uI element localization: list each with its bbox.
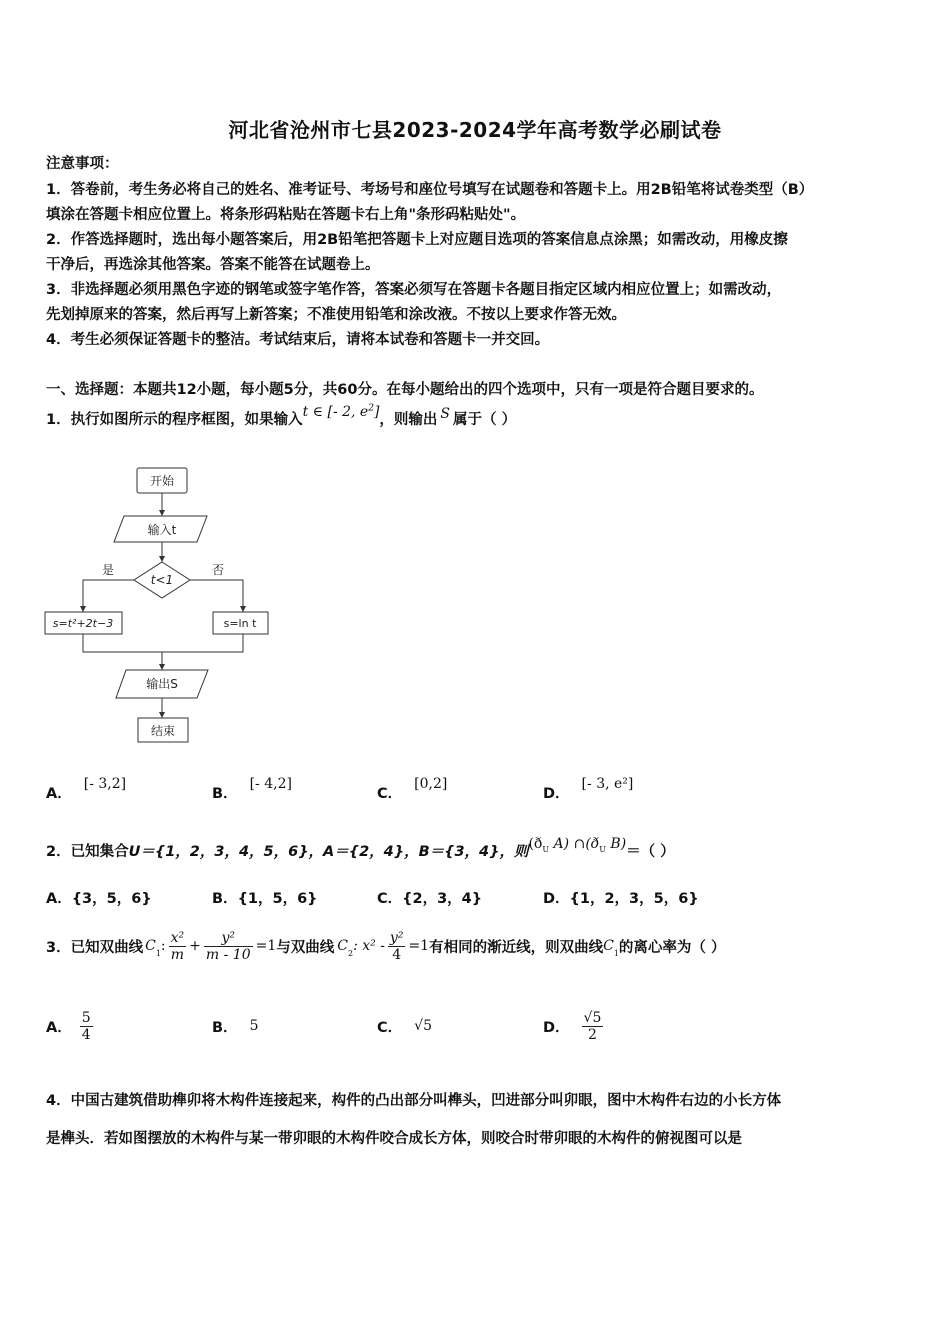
q3-option-c[interactable] bbox=[377, 1002, 432, 1050]
q1-option-a-label: A． bbox=[46, 786, 72, 802]
q3-option-d-frac bbox=[582, 1010, 604, 1043]
notice-line: 3．非选择题必须用黑色字迹的钢笔或签字笔作答，答案必须写在答题卡各题目指定区域内相应位置上；如需改动， bbox=[46, 282, 782, 298]
q2-option-b-value: {1，5，6} bbox=[237, 891, 318, 907]
flow-yes: 是 bbox=[101, 563, 115, 577]
q2-expression bbox=[528, 836, 626, 852]
q1-text-a: 1．执行如图所示的程序框图，如果输入 bbox=[46, 412, 303, 428]
q2-option-c-value: {2，3，4} bbox=[402, 891, 483, 907]
flow-no: 否 bbox=[211, 563, 225, 577]
q3-frac-2-num: y² bbox=[204, 930, 253, 947]
flow-cond: t<1 bbox=[150, 573, 174, 587]
q1-option-d-value: [- 3, e²] bbox=[581, 776, 634, 792]
q3-option-a-den: 4 bbox=[81, 1026, 91, 1043]
q1-option-a[interactable] bbox=[46, 772, 127, 802]
q2-expr-sub1: U bbox=[542, 844, 550, 854]
q1-interval-sup: 2 bbox=[368, 403, 374, 414]
q2-option-a[interactable] bbox=[46, 887, 152, 908]
flow-input: 输入t bbox=[147, 523, 177, 537]
q4-line-2: 是榫头．若如图摆放的木构件与某一带卯眼的木构件咬合成长方体，则咬合时带卯眼的木构件的俯视图可以是 bbox=[46, 1131, 742, 1147]
notice-line: 1．答卷前，考生务必将自己的姓名、准考证号、考场号和座位号填写在试题卷和答题卡上。用2B铅笔将试卷类型（B） bbox=[46, 182, 814, 198]
q3-option-d-label: D． bbox=[543, 1019, 570, 1036]
q3-option-a-num: 5 bbox=[81, 1009, 91, 1026]
q1-text-c: 属于（ ） bbox=[453, 412, 517, 428]
page-title: 河北省沧州市七县2023-2024学年高考数学必刷试卷 bbox=[228, 118, 722, 142]
q3-frac-2 bbox=[204, 930, 253, 963]
q2-expr-b: A) ∩(ð bbox=[549, 836, 600, 852]
q2-expr-c: B) bbox=[605, 836, 627, 852]
q3-option-b-label: B． bbox=[212, 1019, 238, 1036]
notice-line: 2．作答选择题时，选出每小题答案后，用2B铅笔把答题卡上对应题目选项的答案信息点涂黑；如需改动，用橡皮擦 bbox=[46, 232, 788, 248]
q3-c1-sub: 1 bbox=[155, 949, 161, 958]
question-3 bbox=[46, 920, 725, 972]
q2-option-d-value: {1，2，3，5，6} bbox=[569, 891, 699, 907]
q3-frac-3-num: y² bbox=[389, 929, 404, 946]
q3-option-b-value: 5 bbox=[249, 1018, 259, 1034]
q2-option-b-label: B． bbox=[212, 891, 238, 907]
q3-text-a: 3．已知双曲线 bbox=[46, 939, 144, 956]
q3-text-b: 与双曲线 bbox=[276, 939, 335, 956]
q3-eq1: =1 bbox=[255, 938, 277, 954]
q3-option-d-num: √5 bbox=[583, 1009, 602, 1026]
q2-expr-sub2: U bbox=[599, 844, 606, 854]
q2-text-a: 2．已知集合 bbox=[46, 844, 129, 860]
q3-option-a[interactable] bbox=[46, 1002, 93, 1050]
q1-option-d[interactable] bbox=[543, 772, 634, 802]
notice-line: 干净后，再选涂其他答案。答案不能答在试题卷上。 bbox=[46, 257, 380, 273]
q2-option-d-label: D． bbox=[543, 891, 570, 907]
notice-line: 先划掉原来的答案，然后再写上新答案；不准使用铅笔和涂改液。不按以上要求作答无效。 bbox=[46, 307, 626, 323]
q2-option-c[interactable] bbox=[377, 887, 482, 908]
q1-interval-close: ] bbox=[373, 404, 380, 420]
q1-var-s: S bbox=[440, 406, 451, 422]
q3-frac-2-den: m - 10 bbox=[205, 946, 251, 963]
q3-frac-3-den: 4 bbox=[392, 946, 402, 963]
q1-text-b: ，则输出 bbox=[379, 412, 438, 428]
q3-option-d-den: 2 bbox=[588, 1026, 597, 1043]
q3-c2: C bbox=[337, 938, 348, 954]
q3-c1: C bbox=[145, 938, 156, 954]
q3-c1b: C bbox=[603, 938, 614, 954]
q3-frac-3 bbox=[388, 930, 406, 963]
q1-option-a-value: [- 3,2] bbox=[83, 776, 127, 792]
flow-end: 结束 bbox=[150, 724, 176, 738]
q1-option-d-label: D． bbox=[543, 786, 570, 802]
q3-colon: : bbox=[160, 938, 166, 954]
q3-colon2: : x² - bbox=[353, 938, 385, 954]
q4-line-1: 4．中国古建筑借助榫卯将木构件连接起来，构件的凸出部分叫榫头，凹进部分叫卯眼，图中木构件右边的小长方体 bbox=[46, 1093, 782, 1109]
flow-right-text: s=ln t bbox=[223, 617, 257, 630]
q1-interval-expr: t ∈ [- 2, e bbox=[302, 404, 369, 420]
q3-option-a-label: A． bbox=[46, 1019, 72, 1036]
question-1 bbox=[46, 403, 517, 429]
q2-option-c-label: C． bbox=[377, 891, 403, 907]
notice-line: 4．考生必须保证答题卡的整洁。考试结束后，请将本试卷和答题卡一并交回。 bbox=[46, 332, 550, 348]
q2-option-a-value: {3，5，6} bbox=[71, 891, 152, 907]
q1-interval bbox=[303, 404, 380, 420]
q1-option-b-label: B． bbox=[212, 786, 238, 802]
q2-option-a-label: A． bbox=[46, 891, 72, 907]
flowchart bbox=[40, 462, 280, 752]
flow-left-text: s=t²+2t−3 bbox=[52, 617, 114, 630]
q2-expr-a: (ð bbox=[528, 836, 543, 852]
q1-option-b[interactable] bbox=[212, 772, 292, 802]
q3-frac-1-den: m bbox=[170, 946, 185, 963]
q3-eq2: =1 bbox=[408, 938, 430, 954]
flow-start: 开始 bbox=[149, 474, 175, 488]
q2-sets: U＝{1，2，3，4，5，6}，A＝{2，4}，B＝{3，4}，则 bbox=[128, 844, 529, 860]
q2-text-b: ＝（ ） bbox=[626, 844, 675, 860]
notice-line: 填涂在答题卡相应位置上。将条形码粘贴在答题卡右上角"条形码粘贴处"。 bbox=[46, 207, 526, 223]
q3-c1b-sub: 1 bbox=[613, 949, 619, 958]
q3-frac-1 bbox=[169, 930, 187, 963]
q3-option-c-label: C． bbox=[377, 1019, 403, 1036]
q2-option-b[interactable] bbox=[212, 887, 317, 908]
q3-text-c: 有相同的渐近线，则双曲线 bbox=[429, 939, 604, 956]
flow-output: 输出S bbox=[146, 677, 178, 691]
q1-option-b-value: [- 4,2] bbox=[249, 776, 292, 792]
question-2 bbox=[46, 836, 675, 862]
q3-text-d: 的离心率为（ ） bbox=[618, 939, 726, 956]
q1-option-c-label: C． bbox=[377, 786, 403, 802]
notice-heading: 注意事项： bbox=[46, 156, 119, 172]
q3-option-b[interactable] bbox=[212, 1002, 258, 1050]
q3-frac-1-num: x² bbox=[170, 929, 185, 946]
q3-plus: + bbox=[189, 938, 201, 954]
section-heading: 一、选择题：本题共12小题，每小题5分，共60分。在每小题给出的四个选项中，只有一项是符合题目要求的。 bbox=[46, 382, 764, 398]
q3-option-d[interactable] bbox=[543, 1002, 603, 1050]
q2-option-d[interactable] bbox=[543, 887, 699, 908]
q1-option-c-value: [0,2] bbox=[414, 776, 448, 792]
q1-option-c[interactable] bbox=[377, 772, 448, 802]
q3-option-c-value: √5 bbox=[414, 1018, 432, 1034]
q3-option-a-frac bbox=[80, 1010, 93, 1043]
q3-c2-sub: 2 bbox=[347, 949, 354, 958]
